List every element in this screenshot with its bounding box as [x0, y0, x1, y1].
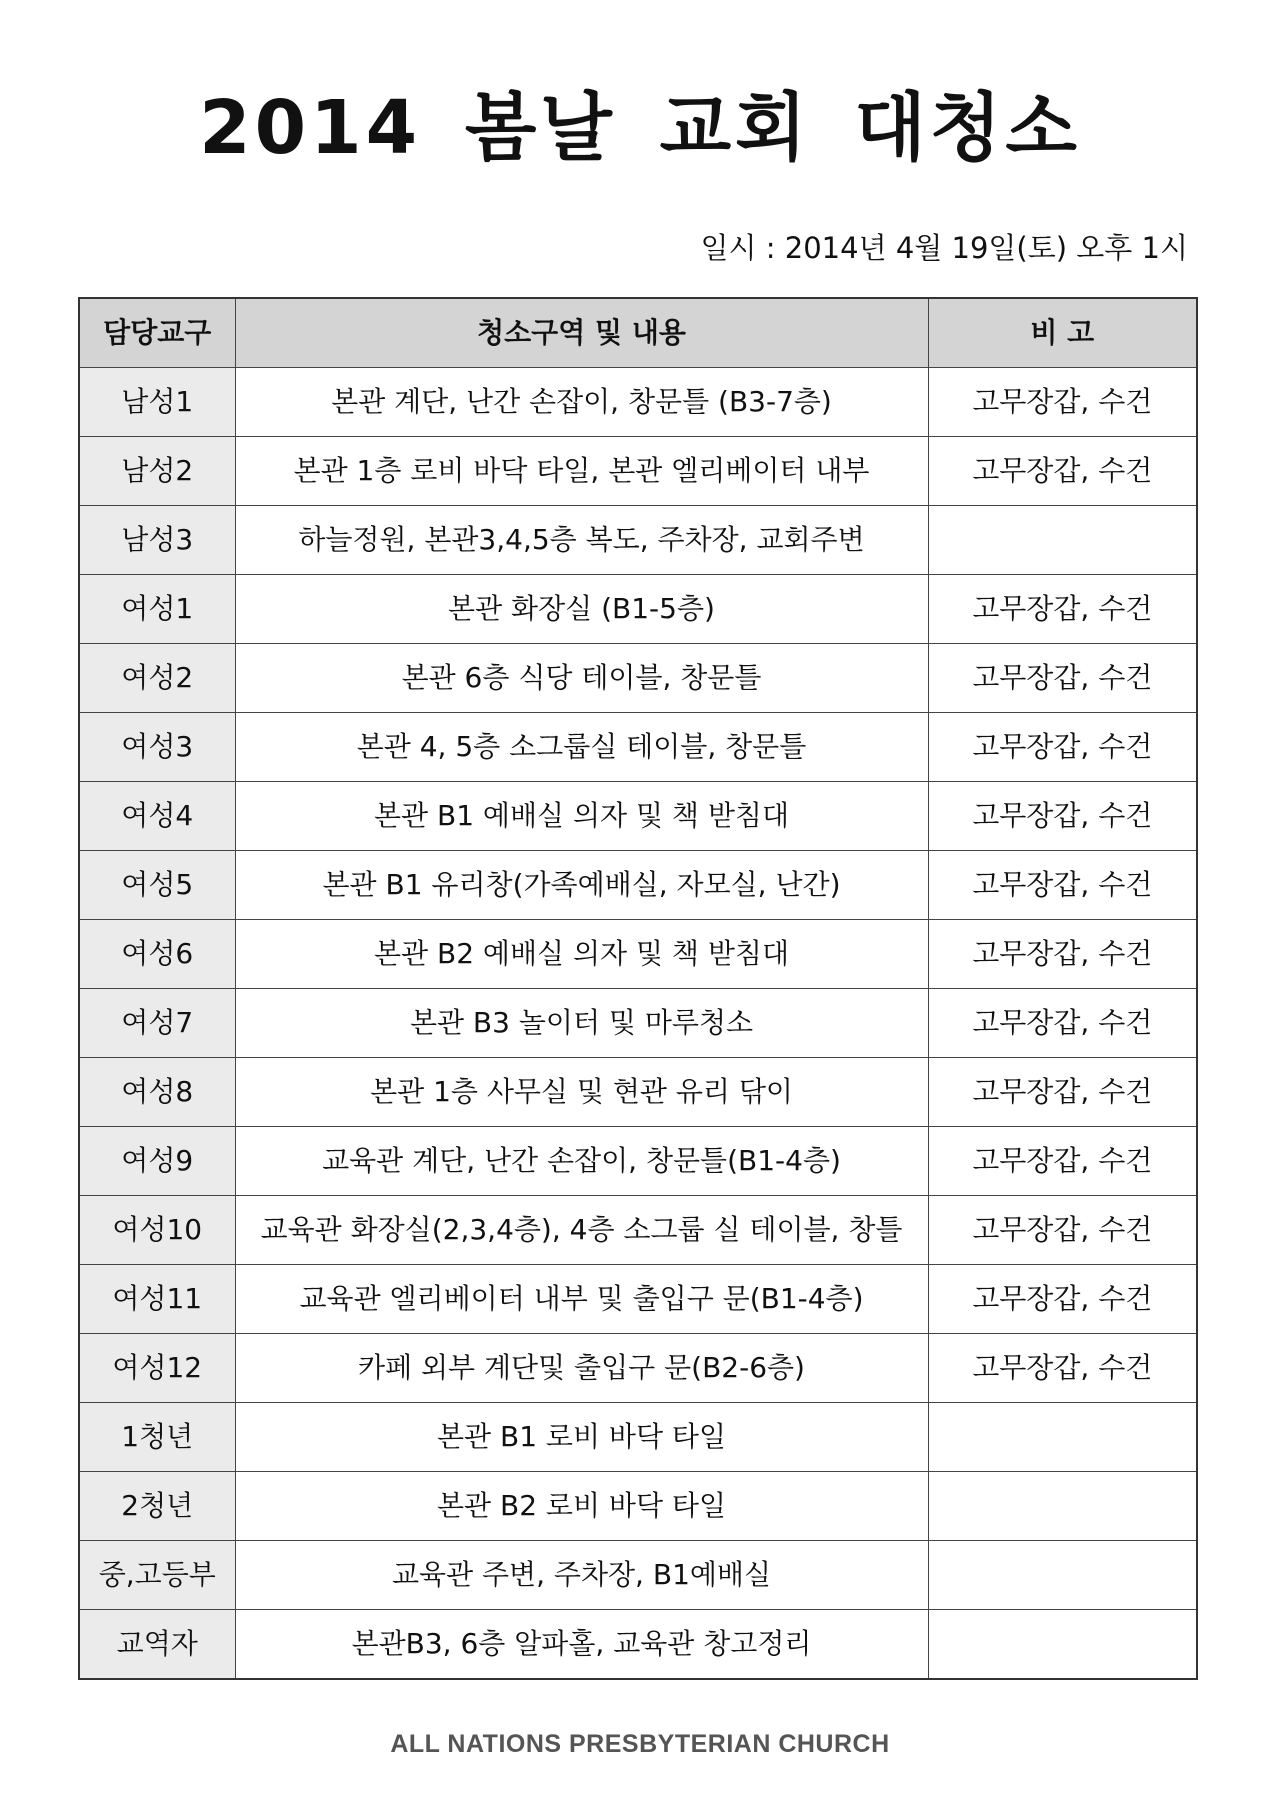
table-row [79, 920, 1197, 989]
cell-group: 남성3 [79, 506, 235, 575]
cell-area: 카페 외부 계단및 출입구 문(B2-6층) [235, 1334, 928, 1403]
cell-group: 남성1 [79, 368, 235, 437]
cell-note [928, 1610, 1197, 1680]
cell-group: 1청년 [79, 1403, 235, 1472]
cell-group: 여성11 [79, 1265, 235, 1334]
page-title: 2014 봄날 교회 대청소 [199, 85, 1081, 171]
cell-area: 교육관 계단, 난간 손잡이, 창문틀(B1-4층) [235, 1127, 928, 1196]
cell-group: 여성10 [79, 1196, 235, 1265]
cell-area: 교육관 화장실(2,3,4층), 4층 소그룹 실 테이블, 창틀 [235, 1196, 928, 1265]
table-row [79, 1334, 1197, 1403]
cell-area: 교육관 주변, 주차장, B1예배실 [235, 1541, 928, 1610]
cell-note [928, 1472, 1197, 1541]
table-row [79, 575, 1197, 644]
cell-area: 본관 계단, 난간 손잡이, 창문틀 (B3-7층) [235, 368, 928, 437]
cell-group: 중,고등부 [79, 1541, 235, 1610]
cell-note [928, 1403, 1197, 1472]
table-header-row [79, 298, 1197, 368]
table-row [79, 506, 1197, 575]
table-row [79, 1610, 1197, 1680]
cell-area: 본관 B1 로비 바닥 타일 [235, 1403, 928, 1472]
cell-note: 고무장갑, 수건 [928, 575, 1197, 644]
cell-group: 여성3 [79, 713, 235, 782]
table-row [79, 368, 1197, 437]
cleaning-schedule-table [78, 297, 1198, 1680]
table-row [79, 644, 1197, 713]
event-datetime: 일시 : 2014년 4월 19일(토) 오후 1시 [700, 231, 1188, 265]
cell-area: 본관 4, 5층 소그룹실 테이블, 창문틀 [235, 713, 928, 782]
cell-group: 2청년 [79, 1472, 235, 1541]
cell-group: 여성6 [79, 920, 235, 989]
cell-note: 고무장갑, 수건 [928, 1334, 1197, 1403]
table-row [79, 1196, 1197, 1265]
cell-note [928, 506, 1197, 575]
table-row [79, 989, 1197, 1058]
cell-area: 본관 B1 유리창(가족예배실, 자모실, 난간) [235, 851, 928, 920]
header-area: 청소구역 및 내용 [235, 298, 928, 368]
table-row [79, 1127, 1197, 1196]
cell-area: 본관 6층 식당 테이블, 창문틀 [235, 644, 928, 713]
cell-note: 고무장갑, 수건 [928, 713, 1197, 782]
cell-note: 고무장갑, 수건 [928, 644, 1197, 713]
table-row [79, 713, 1197, 782]
cell-group: 여성5 [79, 851, 235, 920]
cell-area: 본관 화장실 (B1-5층) [235, 575, 928, 644]
table-row [79, 1403, 1197, 1472]
table-row [79, 1472, 1197, 1541]
table-row [79, 437, 1197, 506]
cell-note: 고무장갑, 수건 [928, 1265, 1197, 1334]
cell-area: 본관B3, 6층 알파홀, 교육관 창고정리 [235, 1610, 928, 1680]
header-group: 담당교구 [79, 298, 235, 368]
header-note: 비 고 [928, 298, 1197, 368]
cell-group: 여성4 [79, 782, 235, 851]
cell-area: 하늘정원, 본관3,4,5층 복도, 주차장, 교회주변 [235, 506, 928, 575]
church-name-footer: ALL NATIONS PRESBYTERIAN CHURCH [390, 1730, 890, 1758]
cell-area: 본관 1층 로비 바닥 타일, 본관 엘리베이터 내부 [235, 437, 928, 506]
cell-group: 여성8 [79, 1058, 235, 1127]
cell-note: 고무장갑, 수건 [928, 851, 1197, 920]
cell-note: 고무장갑, 수건 [928, 920, 1197, 989]
table-row [79, 1058, 1197, 1127]
cell-group: 여성9 [79, 1127, 235, 1196]
cell-note: 고무장갑, 수건 [928, 368, 1197, 437]
cell-group: 남성2 [79, 437, 235, 506]
cell-area: 본관 B2 예배실 의자 및 책 받침대 [235, 920, 928, 989]
cell-note: 고무장갑, 수건 [928, 989, 1197, 1058]
cell-area: 본관 B2 로비 바닥 타일 [235, 1472, 928, 1541]
cell-area: 본관 B1 예배실 의자 및 책 받침대 [235, 782, 928, 851]
table-row [79, 851, 1197, 920]
cell-group: 여성12 [79, 1334, 235, 1403]
cell-note: 고무장갑, 수건 [928, 437, 1197, 506]
cell-area: 교육관 엘리베이터 내부 및 출입구 문(B1-4층) [235, 1265, 928, 1334]
table-row [79, 782, 1197, 851]
cell-note: 고무장갑, 수건 [928, 1196, 1197, 1265]
table-row [79, 1541, 1197, 1610]
cell-area: 본관 B3 놀이터 및 마루청소 [235, 989, 928, 1058]
cell-group: 여성1 [79, 575, 235, 644]
table-row [79, 1265, 1197, 1334]
cell-note [928, 1541, 1197, 1610]
cell-note: 고무장갑, 수건 [928, 1058, 1197, 1127]
cell-area: 본관 1층 사무실 및 현관 유리 닦이 [235, 1058, 928, 1127]
cell-group: 교역자 [79, 1610, 235, 1680]
cell-group: 여성2 [79, 644, 235, 713]
cell-note: 고무장갑, 수건 [928, 782, 1197, 851]
cell-group: 여성7 [79, 989, 235, 1058]
cell-note: 고무장갑, 수건 [928, 1127, 1197, 1196]
